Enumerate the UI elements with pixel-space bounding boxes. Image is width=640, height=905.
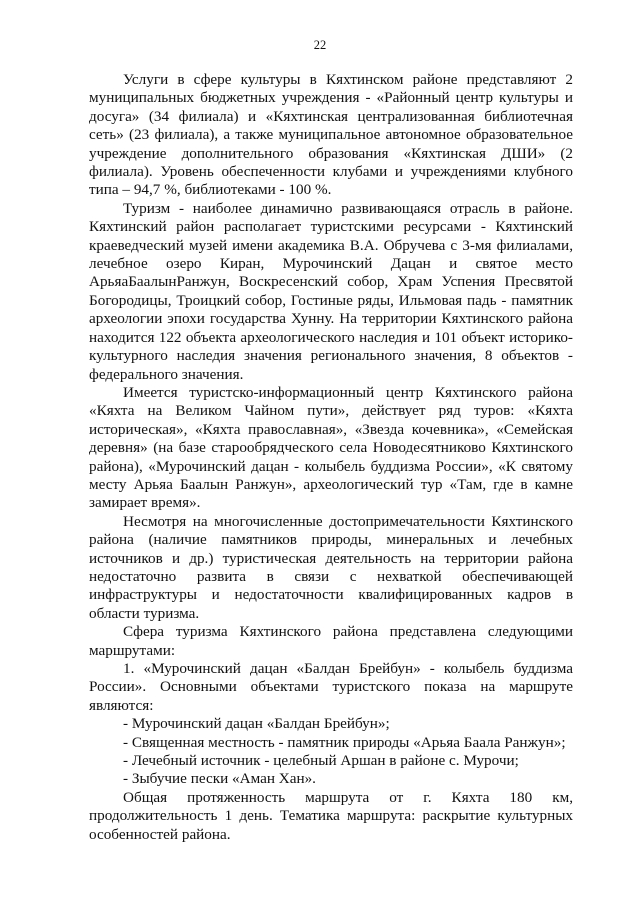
- paragraph-culture-services: Услуги в сфере культуры в Кяхтинском районе представляют 2 муниципальных бюджетных учреждения - «Районный центр культуры и досуга» (34 филиала) и «Кяхтинская централизованная библиотечная сеть» (23 филиала), а также муниципальное автономное образовательное учреждение дополнительного образования «Кяхтинская ДШИ» (2 филиала). Уровень обеспеченности клубами и учреждениями клубного типа – 94,7 %, библиотеками - 100 %.: [89, 71, 573, 199]
- list-item: - Священная местность - памятник природы «Арьяа Баала Ранжун»;: [123, 733, 566, 751]
- paragraph-route-1: 1. «Мурочинский дацан «Балдан Брейбун» - колыбель буддизма России». Основными объектами туристского показа на маршруте являются:: [89, 660, 573, 714]
- document-body: [89, 71, 573, 844]
- paragraph-tourism-problems: Несмотря на многочисленные достопримечательности Кяхтинского района (наличие памятников природы, минеральных и лечебных источников и др.) туристическая деятельность на территории района недостаточно развита в связи с нехваткой обеспечивающей инфраструктуры и недостаточности квалифицированных кадров в области туризма.: [89, 512, 573, 622]
- paragraph-route-length: Общая протяженность маршрута от г. Кяхта 180 км, продолжительность 1 день. Тематика маршрута: раскрытие культурных особенностей района.: [89, 788, 573, 843]
- list-item: - Зыбучие пески «Аман Хан».: [123, 770, 316, 788]
- paragraph-info-center: Имеется туристско-информационный центр Кяхтинского района «Кяхта на Великом Чайном пути», действует ряд туров: «Кяхта историческая», «Кяхта православная», «Звезда кочевника», «Семейская деревня» (на базе старообрядческого села Новодесятниково Кяхтинского района), «Мурочинский дацан - колыбель буддизма России», «К святому месту Арьяа Баалын Ранжун», археологический тур «Там, где в камне замирает время».: [89, 383, 573, 512]
- list-item: - Лечебный источник - целебный Аршан в районе с. Мурочи;: [123, 752, 519, 770]
- paragraph-routes-intro: Сфера туризма Кяхтинского района представлена следующими маршрутами:: [89, 623, 573, 659]
- page-number: 22: [313, 38, 327, 52]
- list-item: - Мурочинский дацан «Балдан Брейбун»;: [123, 715, 390, 733]
- paragraph-tourism: Туризм - наиболее динамично развивающаяся отрасль в районе. Кяхтинский район располагает туристскими ресурсами - Кяхтинский краеведческий музей имени академика В.А. Обручева с 3-мя филиалами, лечебное озеро Киран, Мурочинский Дацан и святое место АрьяаБаалынРанжун, Воскресенский собор, Храм Успения Пресвятой Богородицы, Троицкий собор, Гостиные ряды, Ильмовая падь - памятник археологии эпохи государства Хунну. На территории Кяхтинского района находится 122 объекта археологического наследия и 101 объект историко-культурного наследия значения регионального значения, 8 объектов - федерального значения.: [89, 199, 573, 383]
